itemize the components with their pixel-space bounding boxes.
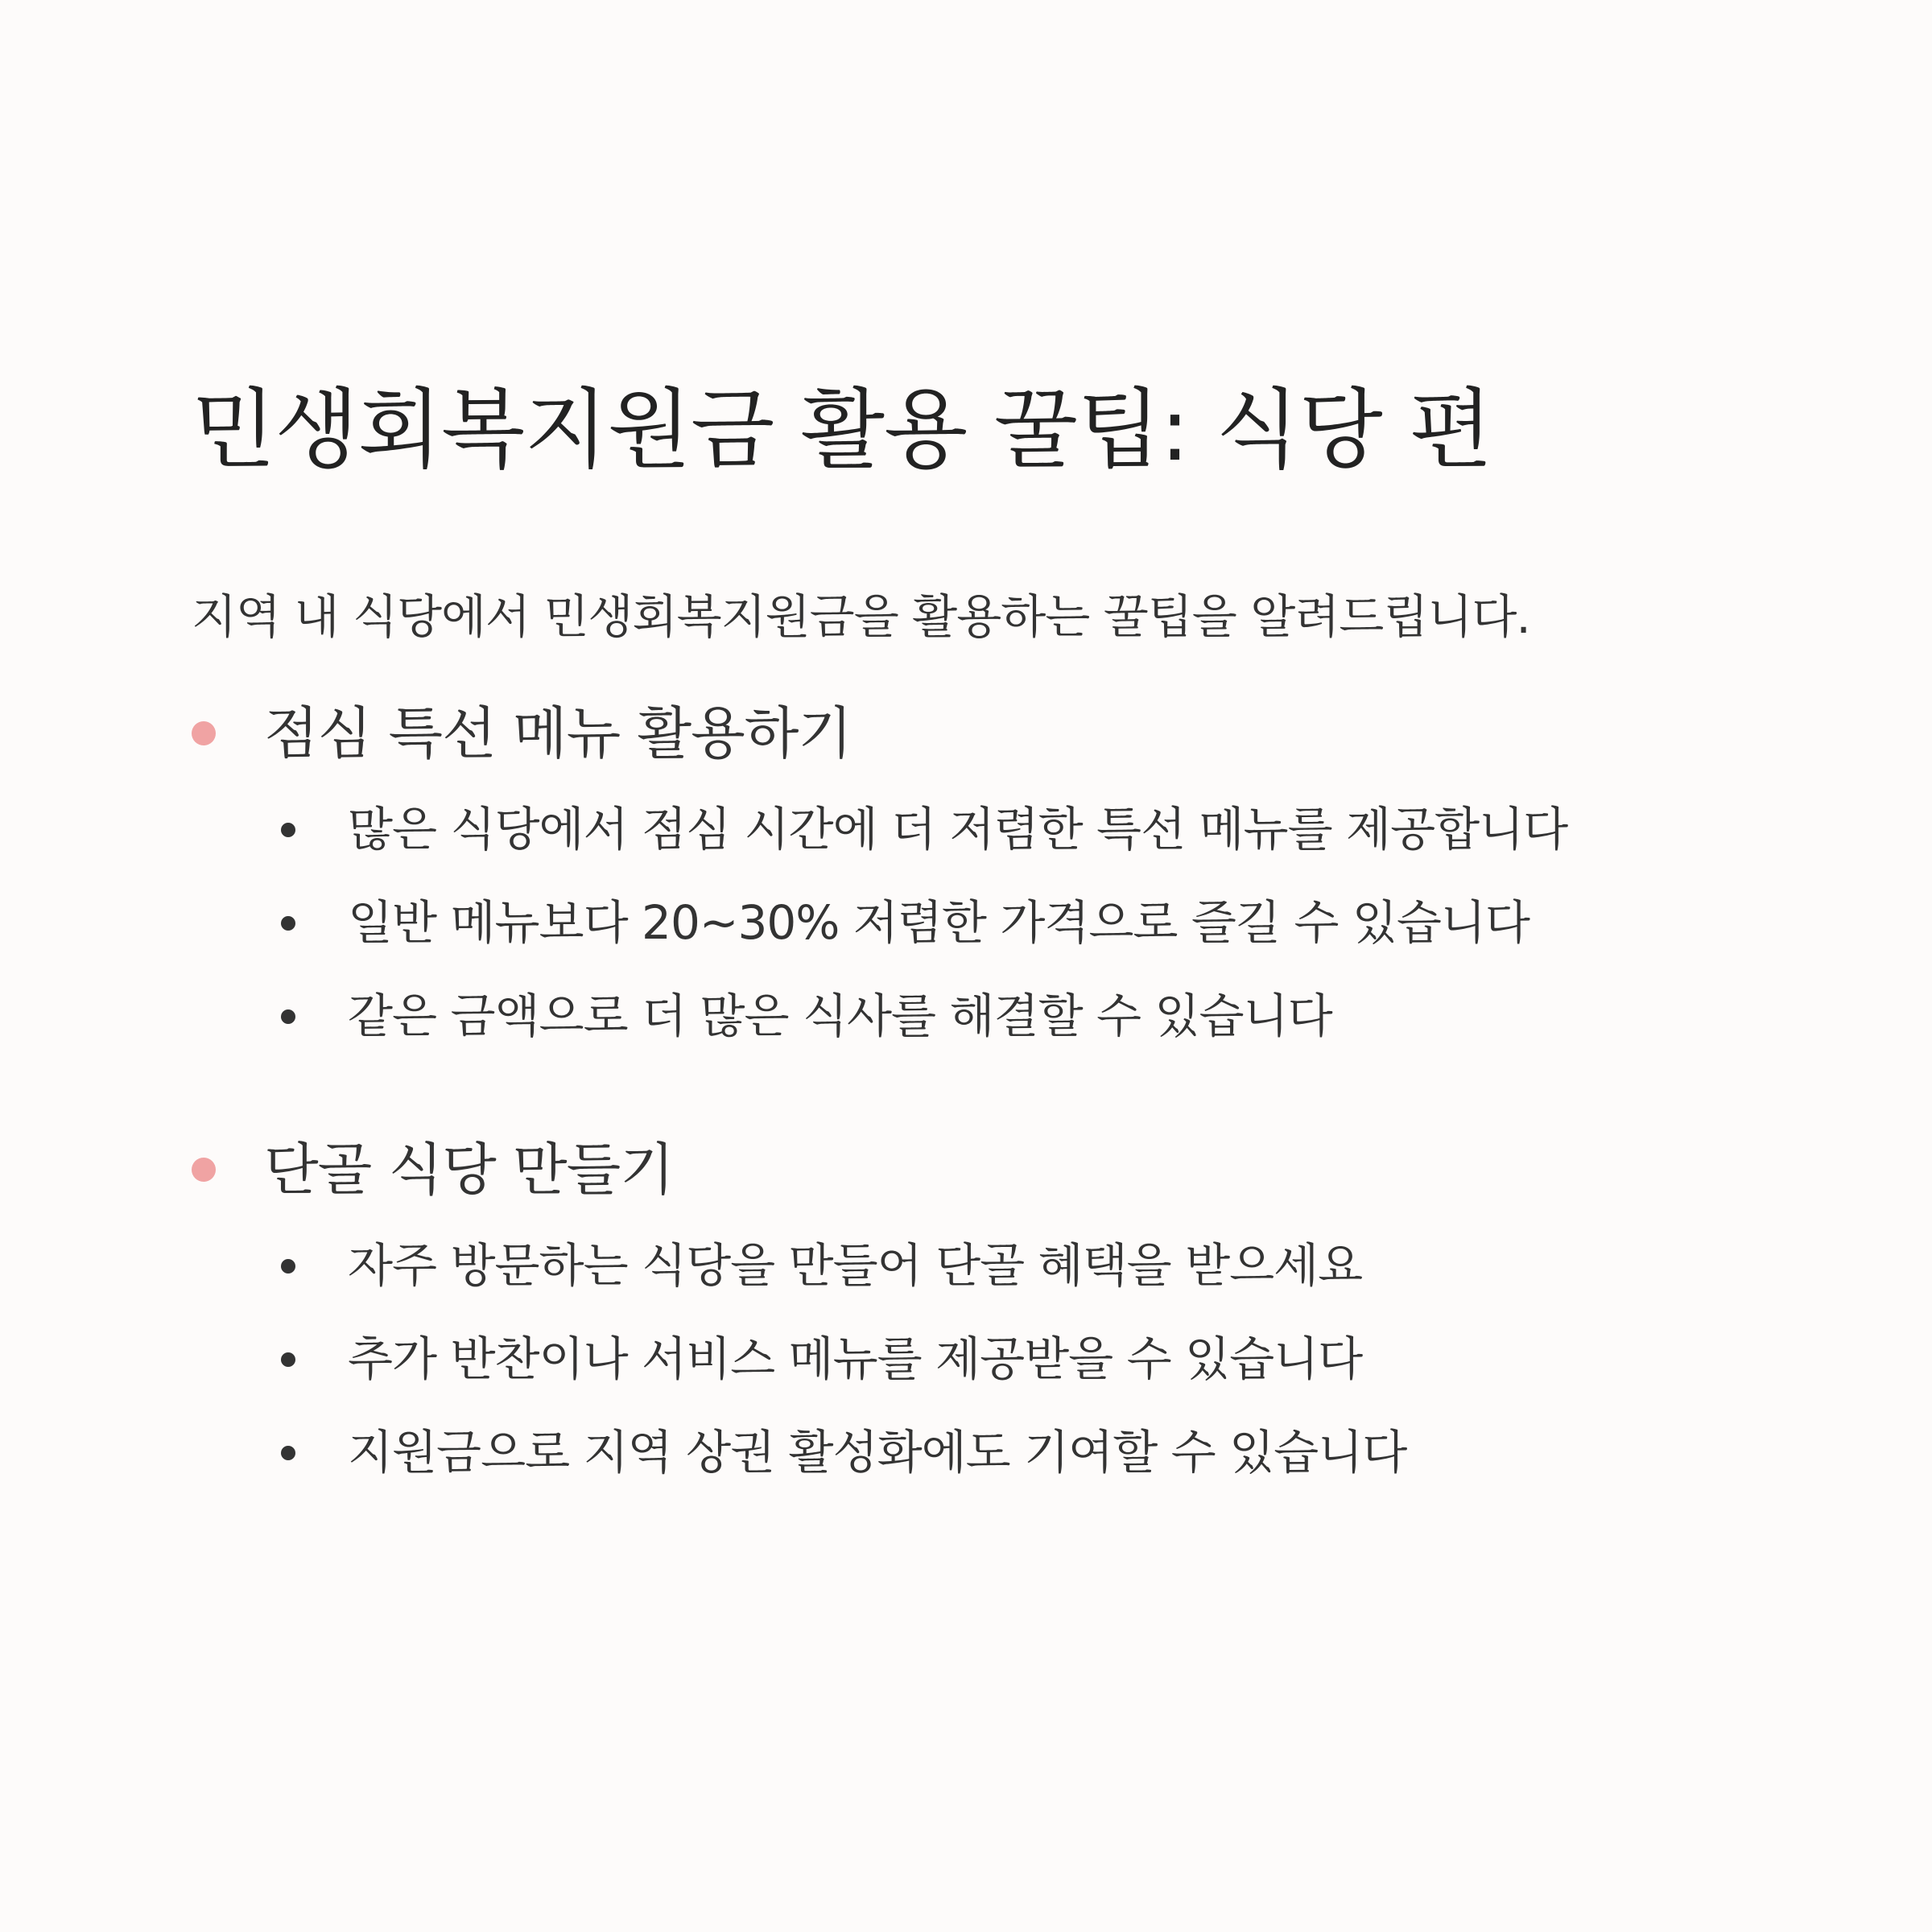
section-bullet-icon	[192, 1158, 216, 1182]
section-heading: 단골 식당 만들기	[264, 1137, 674, 1203]
list-item-text: 일반 메뉴보다 20~30% 저렴한 가격으로 즐길 수 있습니다	[348, 895, 1530, 951]
list-item	[192, 970, 1802, 1063]
bullet-list	[192, 1220, 1802, 1500]
section-heading: 점심 특선 메뉴 활용하기	[264, 700, 852, 767]
bullet-icon	[281, 1352, 295, 1367]
list-item	[192, 1220, 1802, 1313]
bullet-icon	[281, 916, 295, 931]
section-lunch-special	[192, 693, 1802, 1063]
section-regular-restaurant	[192, 1129, 1802, 1500]
list-item	[192, 1406, 1802, 1500]
bullet-list	[192, 783, 1802, 1063]
list-item-text: 자주 방문하는 식당을 만들어 단골 혜택을 받으세요	[348, 1238, 1363, 1294]
intro-text: 지역 내 식당에서 민생회복지원금을 활용하는 꿀팁을 알려드립니다.	[192, 588, 1530, 644]
section-heading-row	[192, 693, 1802, 774]
list-item-text: 지원금으로 지역 상권 활성화에도 기여할 수 있습니다	[348, 1425, 1407, 1480]
page-title: 민생회복지원금 활용 꿀팁: 식당 편	[192, 380, 1492, 481]
section-bullet-icon	[192, 721, 216, 745]
bullet-icon	[281, 823, 295, 837]
list-item-text: 많은 식당에서 점심 시간에 더 저렴한 특선 메뉴를 제공합니다	[348, 802, 1568, 857]
bullet-icon	[281, 1259, 295, 1274]
bullet-icon	[281, 1446, 295, 1460]
document-page	[192, 378, 1802, 1500]
list-item-text: 추가 반찬이나 서비스 메뉴를 제공받을 수 있습니다	[348, 1331, 1363, 1387]
bullet-icon	[281, 1009, 295, 1024]
list-item-text: 같은 금액으로 더 많은 식사를 해결할 수 있습니다	[348, 989, 1332, 1044]
list-item	[192, 783, 1802, 877]
list-item	[192, 1313, 1802, 1406]
section-heading-row	[192, 1129, 1802, 1210]
list-item	[192, 877, 1802, 970]
